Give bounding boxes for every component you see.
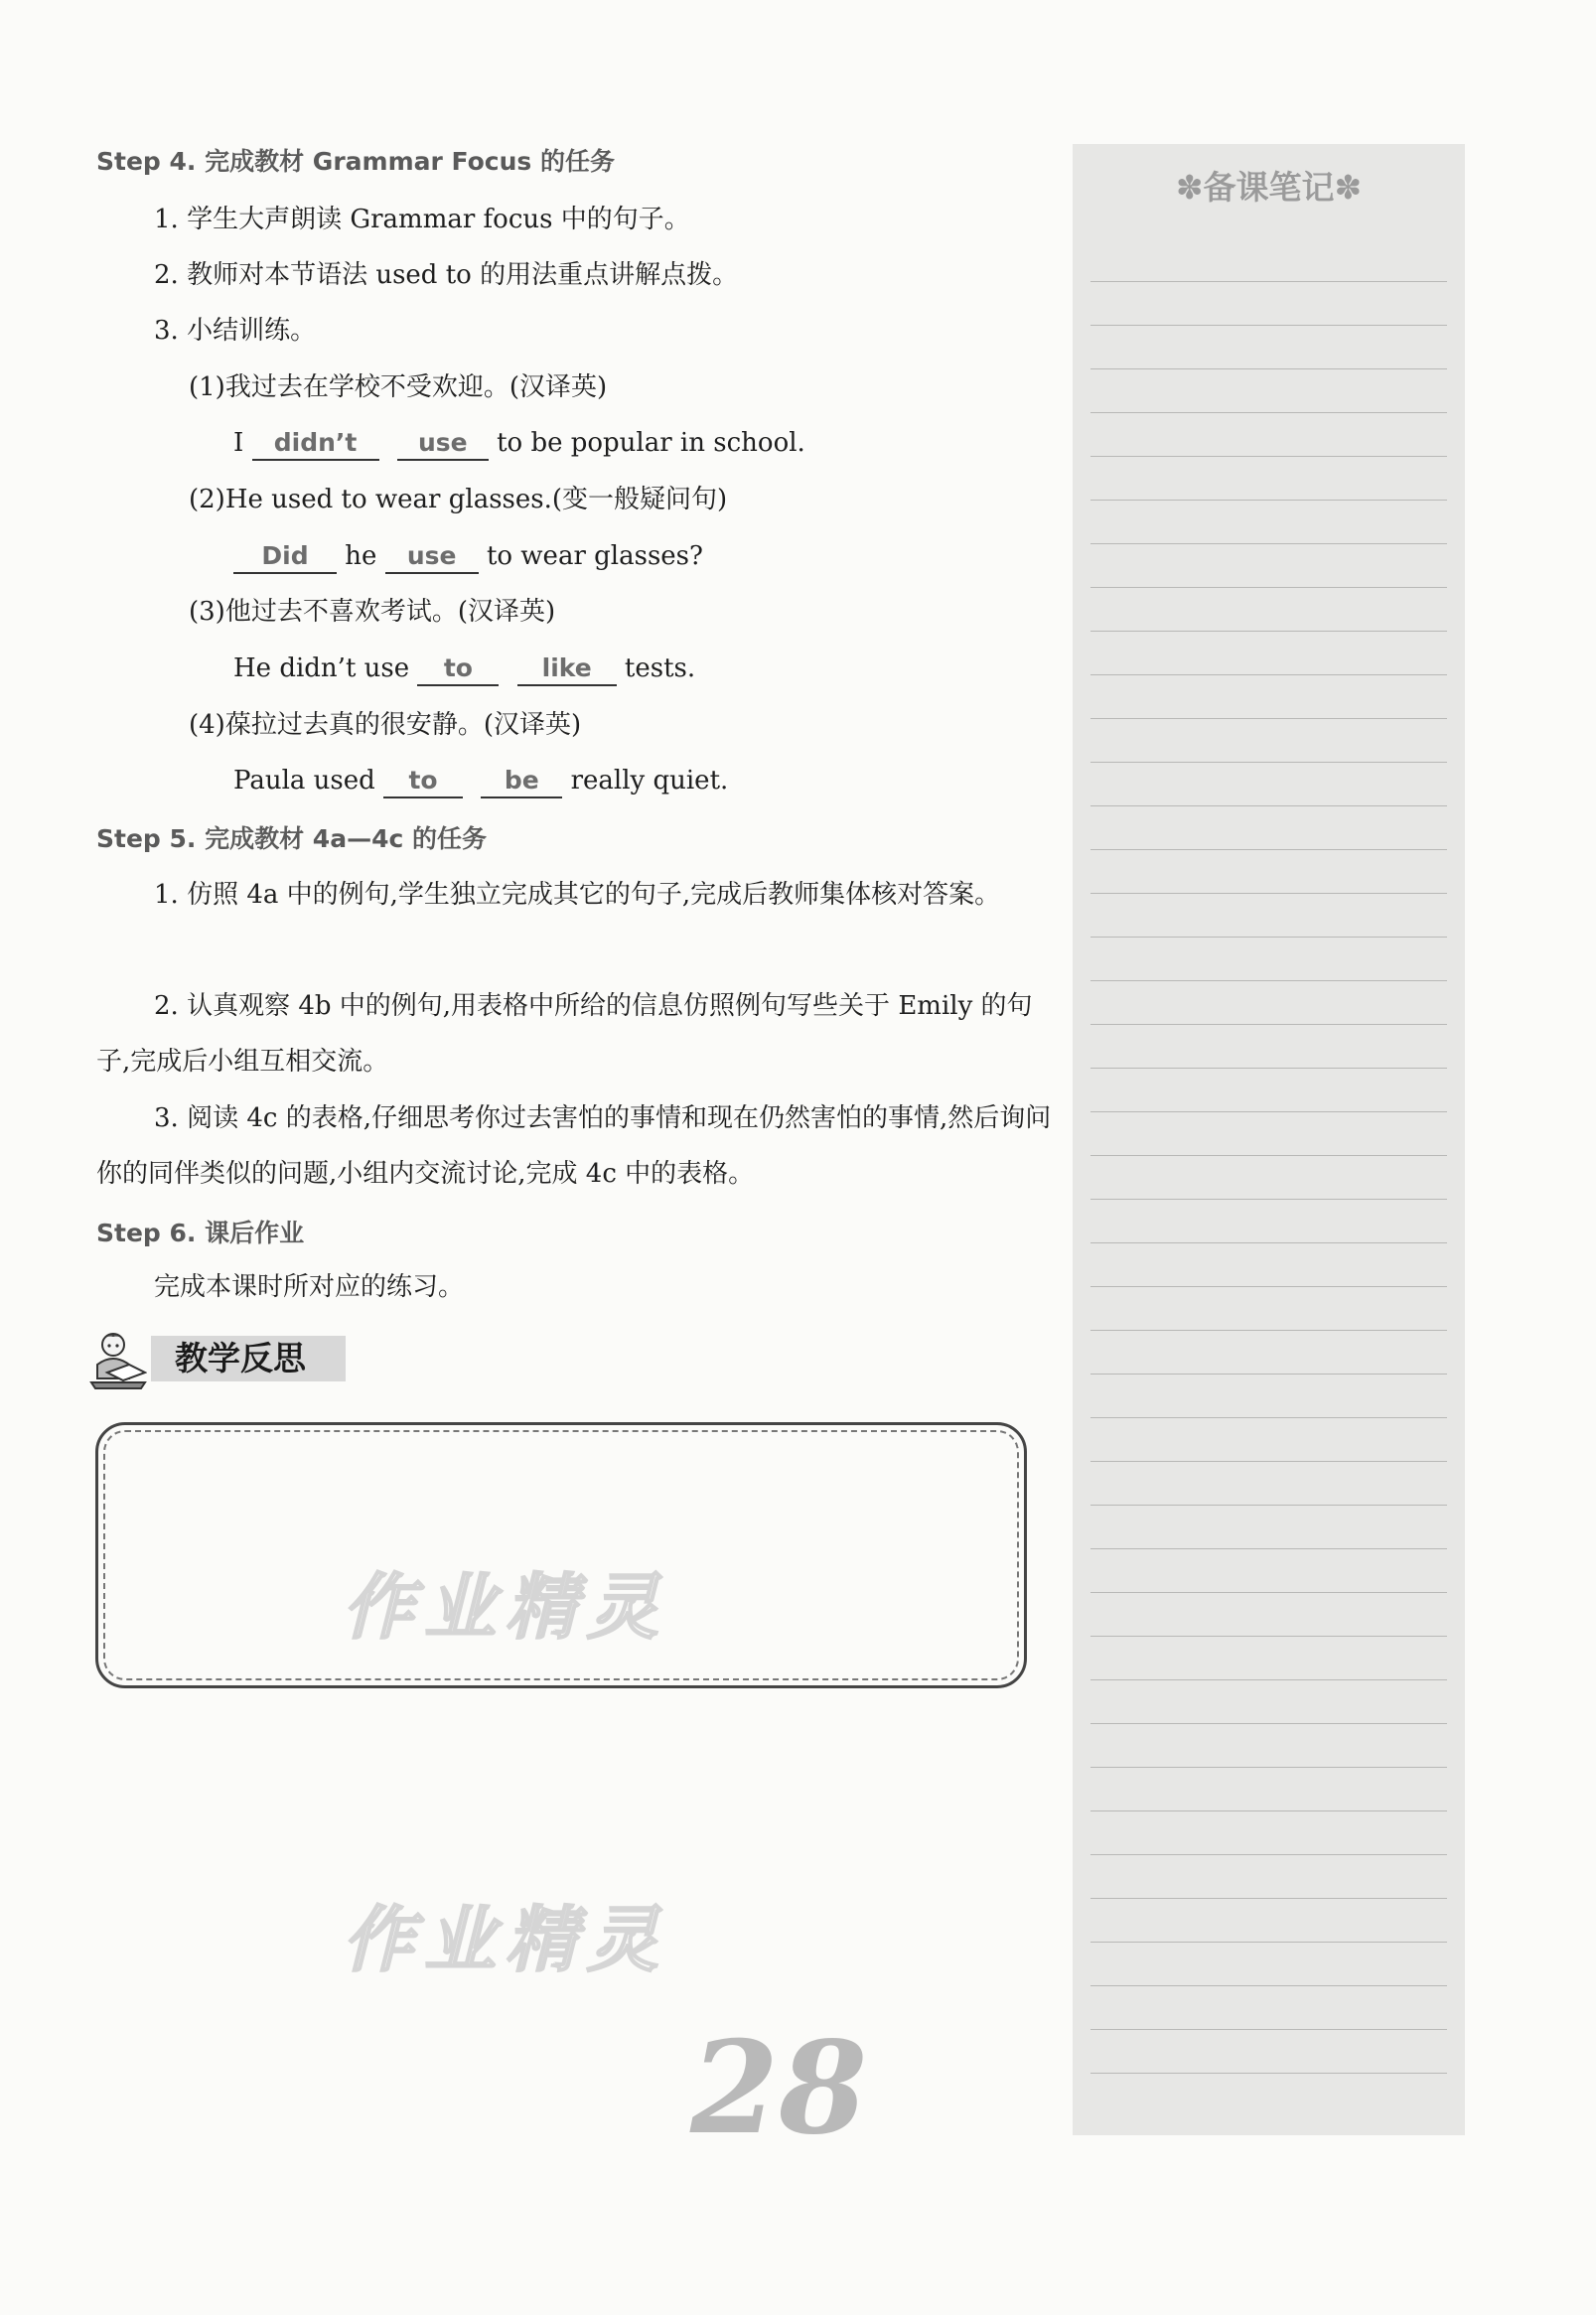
page-number: 28 [690,2014,868,2163]
step6-text: 完成本课时所对应的练习。 [154,1272,465,1302]
step4-item2: 2. 教师对本节语法 used to 的用法重点讲解点拨。 [154,260,739,290]
q2-answer-2: use [385,543,479,574]
q4-prompt: (4)葆拉过去真的很安静。(汉译英) [189,710,582,740]
step4-title: Step 4. 完成教材 Grammar Focus 的任务 [96,147,615,176]
q1-answer-1: didn’t [252,430,379,461]
q3-sentence [233,655,695,686]
q1-prompt: (1)我过去在学校不受欢迎。(汉译英) [189,372,608,402]
q4-answer-1: to [383,768,463,798]
reflection-title: 教学反思 [151,1336,346,1381]
step5-paragraph-3: 3. 阅读 4c 的表格,仔细思考你过去害怕的事情和现在仍然害怕的事情,然后询问你的同伴类似的问题,小组内交流讨论,完成 4c 中的表格。 [96,1103,1052,1189]
step4-item3: 3. 小结训练。 [154,316,317,346]
q1-answer-2: use [397,430,489,461]
q3-pre: He didn’t use [233,653,410,683]
step5-paragraph-1: 1. 仿照 4a 中的例句,学生独立完成其它的句子,完成后教师集体核对答案。 [154,880,1001,910]
q2-prompt: (2)He used to wear glasses.(变一般疑问句) [189,485,728,514]
notes-ruled-lines [1090,238,1447,2096]
notes-title: ✽备课笔记✽ [1175,168,1363,207]
watermark-2: 作业精灵 [343,1898,669,1981]
step6-title: Step 6. 课后作业 [96,1219,305,1247]
q3-prompt: (3)他过去不喜欢考试。(汉译英) [189,597,556,627]
q4-answer-2: be [481,768,562,798]
step5-title: Step 5. 完成教材 4a—4c 的任务 [96,824,487,853]
q2-sentence [233,543,703,574]
q1-sentence [233,430,805,461]
step4-item1: 1. 学生大声朗读 Grammar focus 中的句子。 [154,205,690,234]
q3-answer-1: to [417,655,499,686]
q1-post: to be popular in school. [497,428,805,458]
q3-answer-2: like [517,655,617,686]
q2-answer-1: Did [233,543,337,574]
q4-sentence [233,768,728,798]
step5-paragraph-2: 2. 认真观察 4b 中的例句,用表格中所给的信息仿照例句写些关于 Emily 的句子,完成后小组互相交流。 [96,991,1033,1077]
q2-mid: he [345,541,377,571]
watermark-1: 作业精灵 [343,1565,669,1649]
q3-post: tests. [624,653,696,683]
student-reading-icon [89,1329,147,1390]
q4-post: really quiet. [570,766,729,796]
q2-post: to wear glasses? [486,541,703,571]
q4-pre: Paula used [233,766,375,796]
q1-pre: I [233,428,244,458]
lesson-notes-panel [1073,144,1465,2135]
